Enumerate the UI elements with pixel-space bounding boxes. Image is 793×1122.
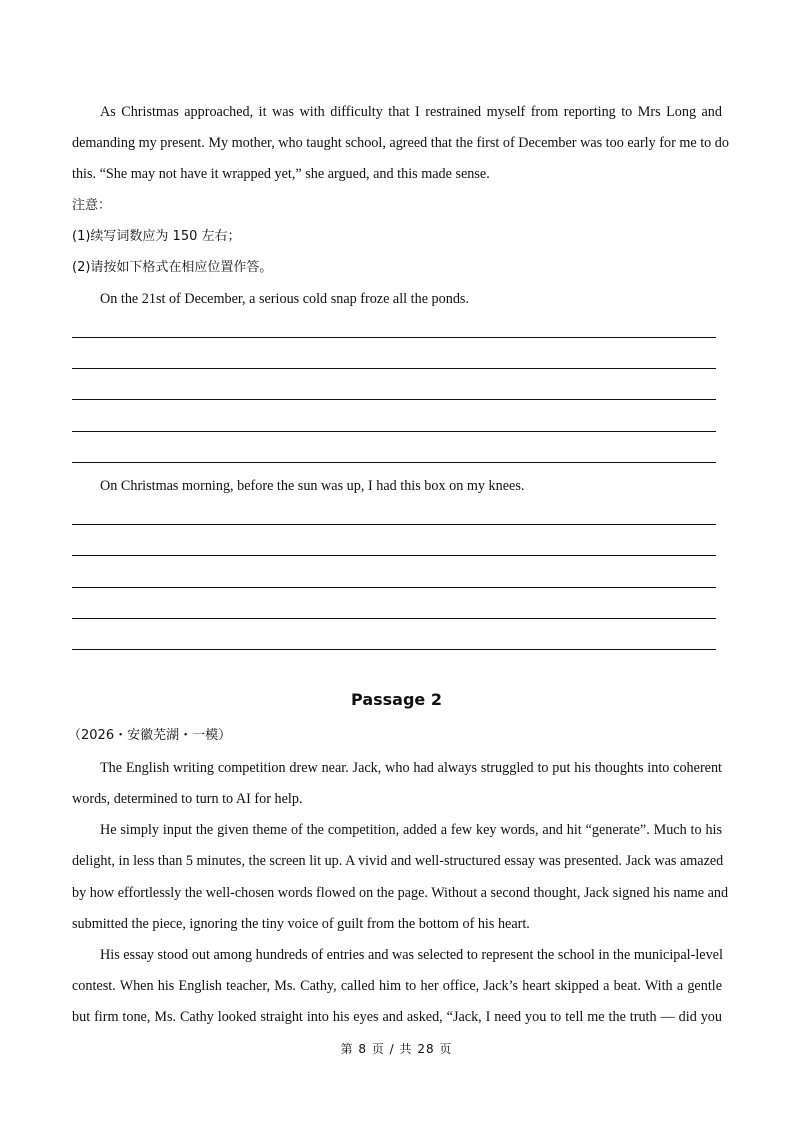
answer-line[interactable] [72,649,716,650]
paragraph-line: The English writing competition drew near. Jack, who had always struggled to put his thoughts into coherent [100,760,722,776]
answer-line[interactable] [72,431,716,432]
paragraph-line: delight, in less than 5 minutes, the screen lit up. A vivid and well-structured essay was presented. Jack was amazed [72,853,724,869]
note-heading: 注意： [72,198,112,213]
answer-line[interactable] [72,399,716,400]
paragraph-line: submitted the piece, ignoring the tiny voice of guilt from the bottom of his heart. [72,916,530,932]
answer-line[interactable] [72,368,716,369]
paragraph-line: demanding my present. My mother, who taught school, agreed that the first of December was too early for me to do [72,135,729,151]
continuation-prompt-1: On the 21st of December, a serious cold snap froze all the ponds. [100,291,469,307]
paragraph-line: He simply input the given theme of the competition, added a few key words, and hit “generate”. Much to his [100,822,722,838]
paragraph-line: His essay stood out among hundreds of entries and was selected to represent the school in the municipal-level [100,947,723,963]
paragraph-line: but firm tone, Ms. Cathy looked straight into his eyes and asked, “Jack, I need you to tell me the truth — did you [72,1009,722,1025]
answer-line[interactable] [72,618,716,619]
answer-line[interactable] [72,462,716,463]
answer-line[interactable] [72,555,716,556]
paragraph-line: this. “She may not have it wrapped yet,” she argued, and this made sense. [72,166,490,182]
page-indicator: 第 8 页 / 共 28 页 [340,1042,453,1056]
passage-source: （2026・安徽芜湖・一模） [68,728,232,743]
paragraph-line: As Christmas approached, it was with difficulty that I restrained myself from reporting to Mrs Long and [100,104,722,120]
answer-line[interactable] [72,587,716,588]
note-item-format: (2)请按如下格式在相应位置作答。 [72,260,273,275]
paragraph-line: words, determined to turn to AI for help. [72,791,303,807]
paragraph-line: contest. When his English teacher, Ms. Cathy, called him to her office, Jack’s heart skipped a beat. With a gentle [72,978,722,994]
continuation-prompt-2: On Christmas morning, before the sun was up, I had this box on my knees. [100,478,525,494]
answer-line[interactable] [72,524,716,525]
note-item-word-count: (1)续写词数应为 150 左右； [72,229,241,244]
paragraph-line: by how effortlessly the well-chosen words flowed on the page. Without a second thought, Jack signed his name and [72,885,729,901]
passage-title: Passage 2 [351,690,442,709]
answer-line[interactable] [72,337,716,338]
